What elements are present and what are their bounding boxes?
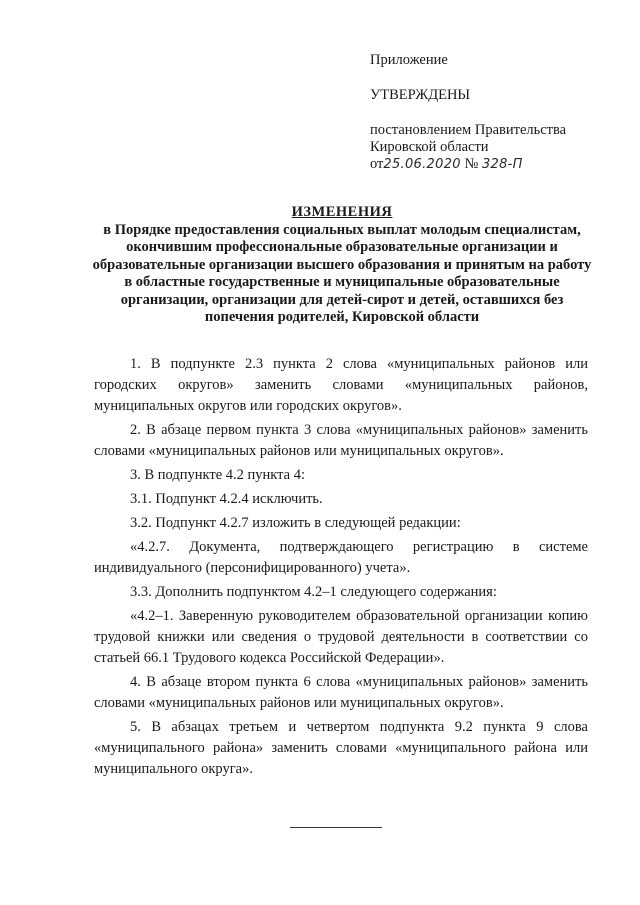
paragraph-4-2-1: «4.2–1. Заверенную руководителем образовательной организации копию трудовой книжки или сведения о трудовой деятельности в соответствии со статьей 66.1 Трудового кодекса Российской Федерации». — [94, 608, 588, 666]
document-title — [92, 204, 592, 327]
number-prefix: № — [460, 156, 482, 172]
appendix-label: Приложение — [370, 52, 448, 68]
resolution-line-2: Кировской области — [370, 139, 489, 155]
paragraph-3-3: 3.3. Дополнить подпунктом 4.2–1 следующего содержания: — [130, 584, 497, 600]
document-body — [94, 354, 588, 783]
paragraph-1: 1. В подпункте 2.3 пункта 2 слова «муниципальных районов или городских округов» заменить словами «муниципальных районов, муниципальных округов или городских округов». — [94, 356, 588, 414]
title-main: ИЗМЕНЕНИЯ — [291, 204, 393, 220]
paragraph-5: 5. В абзацах третьем и четвертом подпункта 9.2 пункта 9 слова «муниципального района» заменить словами «муниципального района или муниципального округа». — [94, 719, 588, 777]
title-subtitle: в Порядке предоставления социальных выплат молодым специалистам, окончившим профессиональные образовательные организации и образовательные организации высшего образования и принятым на работу в областные государственные и муниципальные образовательные организации, организации для детей-сирот и детей, оставшихся без попечения родителей, Кировской области — [92, 221, 592, 325]
paragraph-3-2: 3.2. Подпункт 4.2.7 изложить в следующей редакции: — [130, 515, 461, 531]
resolution-line-1: постановлением Правительства — [370, 122, 567, 138]
approval-block — [370, 52, 620, 173]
paragraph-4: 4. В абзаце втором пункта 6 слова «муниципальных районов» заменить словами «муниципальных районов или муниципальных округов». — [94, 674, 588, 711]
paragraph-2: 2. В абзаце первом пункта 3 слова «муниципальных районов» заменить словами «муниципальных районов или муниципальных округов». — [94, 422, 588, 459]
handwritten-date: 25.06.2020 — [383, 157, 461, 172]
paragraph-4-2-7: «4.2.7. Документа, подтверждающего регистрацию в системе индивидуального (персонифицированного) учета». — [94, 539, 588, 576]
date-number-line — [370, 156, 620, 173]
paragraph-3: 3. В подпункте 4.2 пункта 4: — [130, 467, 306, 483]
approved-label: УТВЕРЖДЕНЫ — [370, 87, 471, 103]
handwritten-number: 328-П — [481, 157, 523, 172]
date-prefix: от — [370, 156, 384, 172]
end-divider — [290, 827, 382, 828]
paragraph-3-1: 3.1. Подпункт 4.2.4 исключить. — [130, 491, 323, 507]
